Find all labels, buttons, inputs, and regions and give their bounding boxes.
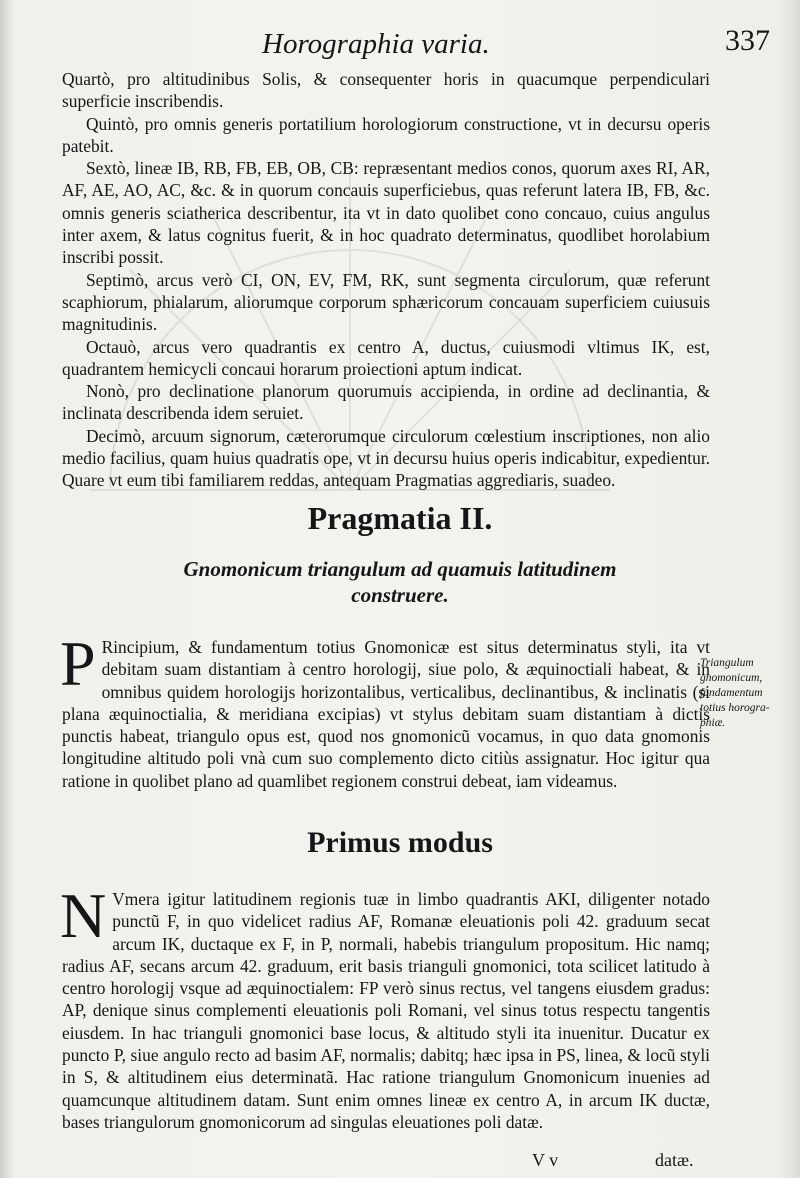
paragraph-quinto: Quintò, pro omnis generis portatilium horologiorum constructione, vt in decursu operis patebit. (62, 113, 710, 156)
dropcap-n: N (60, 880, 107, 951)
dropcap-p: P (60, 628, 96, 699)
principium-section (60, 628, 710, 792)
paragraph-octauo: Octauò, arcus vero quadrantis ex centro A, ductus, cuiusmodi vltimus IK, est, quadrantem hemicycli concaui horarum proiectioni aptum indicat. (62, 336, 710, 379)
page-number: 337 (725, 24, 770, 57)
section-subtitle (0, 556, 800, 608)
principium-text: Rincipium, & fundamentum totius Gnomonicæ est situs determinatus styli, ita vt debitam suam distantiam à centro horologij, siue polo, & æquinoctiali habeat, & in omnibus quidem horologijs horizontalibus, verticalibus, declinantibus, & inclinatis (si plana æquinoctialia, & meridiana excipias) vt stylus debitam suam distantiam à dictis punctis habeat, triangulo opus est, quod nos gnomonicũ vocamus, in quo data gnomonis longitudine altitudo poli vnà cum suo complemento dicto citiùs assignatur. Hoc igitur qua ratione in quolibet plano ad quamlibet regionem construi debeat, iam videamus. (62, 637, 710, 791)
paragraph-decimo: Decimò, arcuum signorum, cæterorumque circulorum cœlestium inscriptiones, non alio medio facilius, quam huius quadratis ope, vt in decursu huius operis indicabitur, expedientur. Quare vt eum tibi familiarem reddas, antequam Pragmatias aggrediaris, suadeo. (62, 425, 710, 491)
paragraph-septimo: Septimò, arcus verò CI, ON, EV, FM, RK, sunt segmenta circulorum, quæ referunt scaphiorum, phialarum, aliorumque corporum sphæricorum concauam superficiem cuiusuis magnitudinis. (62, 269, 710, 335)
paragraph-sexto: Sextò, lineæ IB, RB, FB, EB, OB, CB: repræsentant medios conos, quorum axes RI, AR, AF, AE, AO, AC, &c. & in quorum concauis superficiebus, quas referunt latera IB, FB, &c. omnis generis sciatherica describentur, ita vt in dato quolibet cono concauo, cuius angulus inter axem, & latus cognitus fuerit, & in hoc quadrato determinatus, quodlibet horolabium inscribi possit. (62, 158, 710, 268)
margin-note-line: totius horogra- (700, 702, 770, 714)
intro-text (62, 68, 710, 492)
section-title: Pragmatia II. (307, 500, 493, 536)
catchword: datæ. (655, 1150, 694, 1170)
modus-text: Vmera igitur latitudinem regionis tuæ in limbo quadrantis AKI, diligenter notado punctũ F, in quo videlicet radius AF, Romanæ eleuationis poli 42. graduum secat arcum IK, ductaque ex F, in P, normali, habebis triangulum propositum. Hic namq; radius AF, secans arcum 42. graduum, erit basis trianguli gnomonici, tota scilicet latitudo à centro horologij vsque ad æquinoctialem: FP verò sinus rectus, vel tangens eiusdem gradus: AP, denique sinus complementi eleuationis poli Romani, vel sinus totus respectu tangentis eiusdem. In hac trianguli gnomonici base locus, & altitudo styli ita inuenitur. Ducatur ex puncto P, siue angulo recto ad basim AF, normalis; dabitq; hæc ipsa in PS, linea, & locũ styli in S, & altitudinem eius determinatã. Hac ratione triangulum Gnomonicum inuenies ad quamcunque altitudinem datam. Sunt enim omnes lineæ ex centro A, in arcum IK ductæ, bases triangulorum gnomonicorum ad singulas eleuationes poli datæ. (62, 889, 710, 1132)
subtitle-line-2: construere. (351, 583, 449, 607)
margin-note-line: Triangulum (700, 657, 754, 669)
running-title: Horographia varia. (262, 28, 490, 60)
paragraph-nono: Nonò, pro declinatione planorum quorumuis accipienda, in ordine ad declinantia, & inclinata describenda idem seruiet. (62, 381, 710, 424)
margin-note-line: phiæ. (700, 717, 726, 729)
principium-paragraph (60, 628, 710, 792)
modus-title: Primus modus (307, 826, 493, 859)
margin-note-line: fundamentum (700, 687, 763, 699)
signature-mark: V v (532, 1150, 559, 1170)
page-header (0, 24, 800, 64)
paragraph-quarto: Quartò, pro altitudinibus Solis, & consequenter horis in quacumque perpendiculari superficie inscribendis. (62, 69, 710, 112)
subtitle-line-1: Gnomonicum triangulum ad quamuis latitudinem (183, 557, 617, 581)
modus-paragraph (60, 880, 710, 1133)
modus-section (60, 880, 710, 1133)
margin-note-line: gnomonicum, (700, 672, 763, 684)
margin-note (700, 656, 796, 731)
